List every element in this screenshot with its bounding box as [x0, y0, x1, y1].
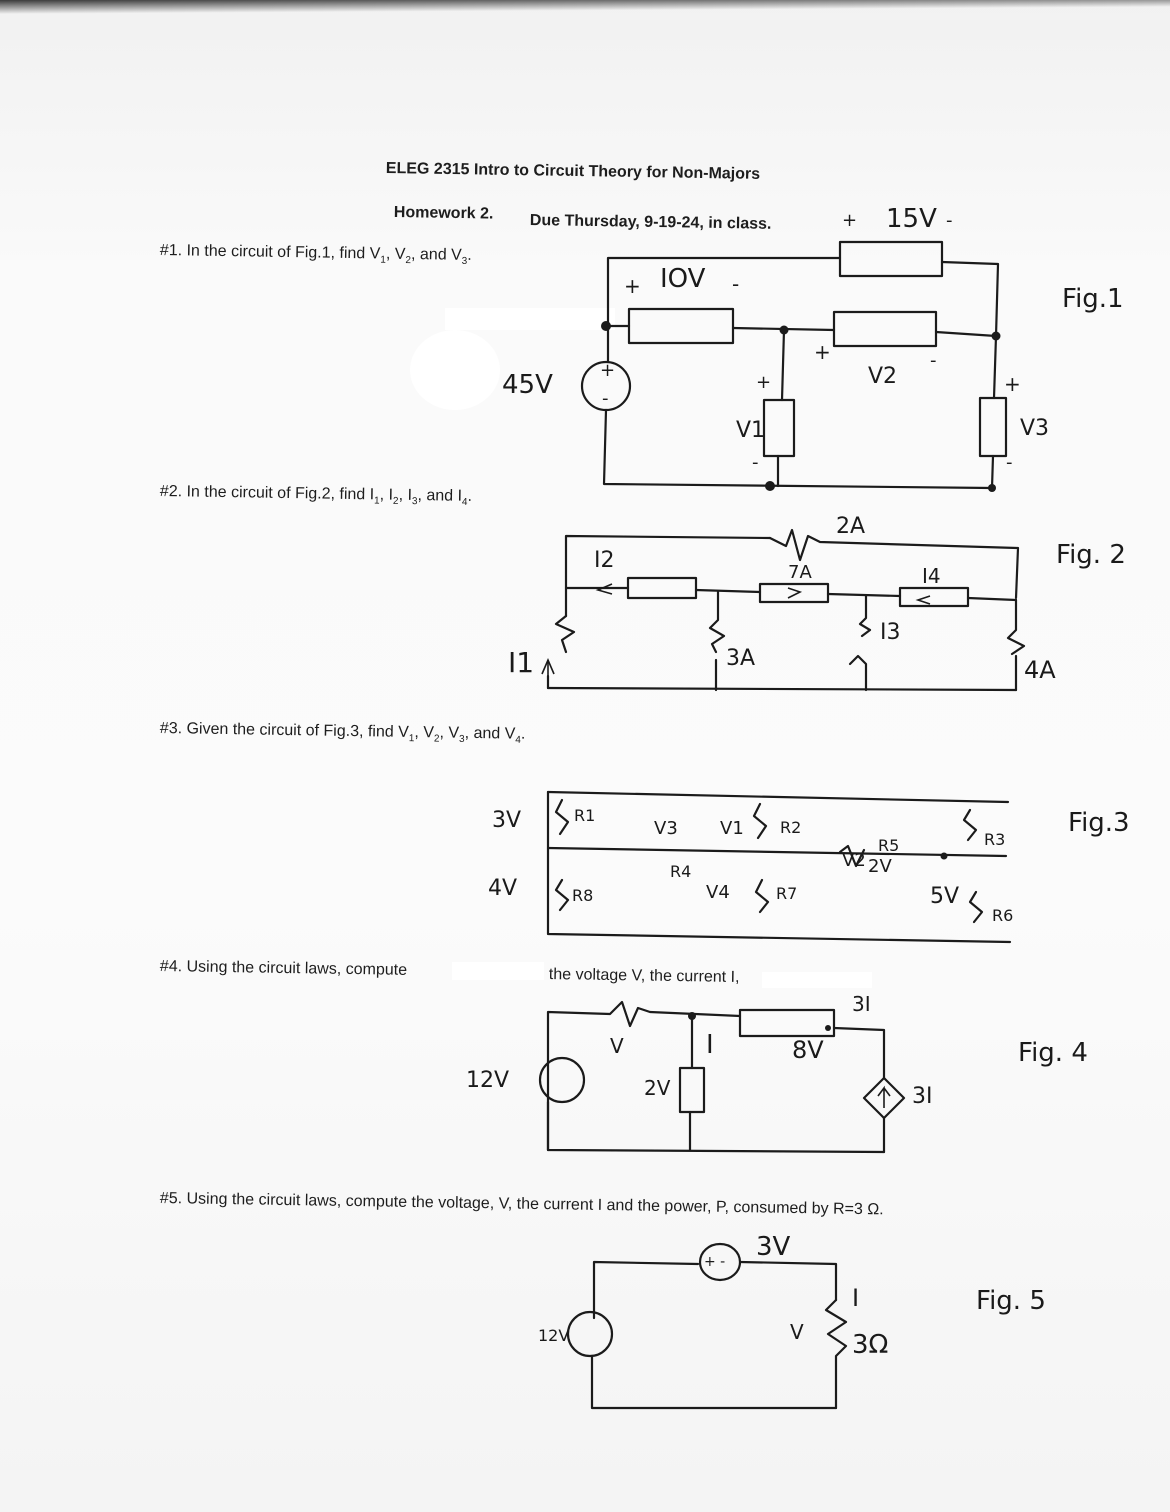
fig2-i2-label: I2	[594, 548, 615, 573]
fig1-node	[780, 326, 789, 335]
fig2-resistor-4a	[1008, 600, 1024, 654]
fig3-v3-label: V3	[654, 818, 678, 839]
problem-3-text: #3. Given the circuit of Fig.3, find $V_1$, $V_2$, $V_3$, and $V_4$.	[159, 720, 526, 746]
fig5-i-label: I	[852, 1284, 860, 1312]
fig5-label: Fig. 5	[976, 1286, 1046, 1316]
fig1-resistor-v1	[764, 400, 794, 456]
fig2-wire	[828, 594, 900, 596]
fig1-wire	[936, 332, 996, 336]
fig2-resistor-left	[556, 616, 574, 652]
fig1-wire-top-right	[942, 262, 998, 336]
fig2-i4-label: I4	[922, 564, 941, 588]
fig3-5v-label: 5V	[930, 884, 960, 909]
fig3-resistor-r3	[964, 810, 976, 840]
fig4-whiteout	[452, 962, 544, 980]
fig3-r3-label: R3	[984, 830, 1006, 849]
fig2-resistor-3a	[710, 592, 724, 652]
fig4-resistor-2v	[680, 1068, 704, 1112]
fig4-whiteout-2	[762, 972, 872, 988]
fig1-resistor-v3	[980, 398, 1006, 456]
fig1-wire	[782, 330, 784, 400]
fig1-10v-value: IOV	[660, 264, 706, 294]
fig3-r5-label: R5	[878, 836, 900, 855]
fig1-v1-plus: +	[756, 372, 772, 393]
fig1-wire	[994, 336, 996, 398]
fig2-7a-label: 7A	[788, 562, 812, 583]
fig4-i-label: I	[706, 1030, 714, 1060]
fig4-dep-label: 3I	[912, 1084, 933, 1109]
fig2-arrow-i4	[918, 596, 930, 604]
fig1-10v-minus: -	[732, 272, 740, 296]
fig1-v2-minus: -	[930, 350, 937, 371]
fig1-node	[765, 481, 775, 491]
fig3-resistor-r2	[754, 804, 766, 838]
fig3-v2-label: V2	[842, 850, 866, 871]
fig1-v1-label: V1	[736, 418, 766, 443]
fig2-source-7a	[760, 584, 828, 602]
fig1-label: Fig.1	[1062, 284, 1124, 314]
fig3-r2-label: R2	[780, 818, 802, 837]
fig3-outline	[548, 792, 1010, 942]
fig1-source-minus: -	[602, 388, 609, 409]
fig1-whiteout-strip	[445, 308, 615, 330]
fig3-node	[941, 853, 948, 860]
fig1-v3-minus: -	[1006, 452, 1013, 473]
fig5-3v-label: 3V	[756, 1232, 791, 1262]
fig4-resistor-8v	[740, 1010, 834, 1036]
fig2-label: Fig. 2	[1056, 540, 1126, 570]
homework-number: Homework 2.	[393, 204, 494, 223]
fig1-v2-label: V2	[868, 364, 898, 389]
fig5-wire-top-right	[740, 1262, 836, 1300]
fig5-source-label: 12V	[538, 1326, 570, 1345]
fig5-voltage-source-12v	[568, 1312, 612, 1356]
fig3-wire-mid	[548, 848, 1006, 856]
fig2-i3-label: I3	[880, 620, 901, 645]
fig3-r6-label: R6	[992, 906, 1014, 925]
fig2-i1-label: I1	[508, 646, 535, 679]
fig3-4v-label: 4V	[488, 876, 518, 901]
fig4-2v-label: 2V	[644, 1076, 671, 1100]
fig2-resistor-i4	[900, 588, 968, 606]
fig1-node	[992, 332, 1001, 341]
fig1-v1-minus: -	[752, 452, 759, 473]
fig2-resistor-i3	[860, 596, 870, 636]
fig2-wire-bottom	[548, 688, 1016, 690]
fig2-wire	[850, 656, 866, 690]
fig2-wire	[968, 598, 1016, 600]
fig4-dep-arrow	[878, 1088, 890, 1108]
course-title: ELEG 2315 Intro to Circuit Theory for Non-Majors	[385, 160, 761, 183]
fig5-3v-polarity: + -	[704, 1254, 726, 1270]
fig1-whiteout	[410, 330, 500, 410]
fig4-8v-label: 8V	[792, 1036, 824, 1064]
fig3-2v-label: 2V	[868, 856, 892, 877]
fig4-circuit	[452, 962, 904, 1152]
fig1-node	[988, 484, 996, 492]
fig1-15v-plus: +	[842, 210, 858, 231]
fig3-circuit	[548, 792, 1010, 942]
fig3-resistor-r8	[556, 880, 568, 910]
fig3-resistor-r1	[556, 800, 568, 834]
fig1-10v-plus: +	[624, 274, 641, 298]
fig5-resistor-label: 3Ω	[852, 1330, 889, 1360]
due-date: Due Thursday, 9-19-24, in class.	[529, 212, 772, 233]
fig4-node	[825, 1025, 831, 1031]
fig3-v4-label: V4	[706, 882, 730, 903]
fig5-wire-top-left	[594, 1262, 698, 1318]
fig4-v-label: V	[610, 1034, 624, 1058]
fig3-resistor-r7	[756, 880, 768, 912]
fig1-source-value: 45V	[502, 370, 553, 400]
fig1-wire	[992, 456, 993, 488]
fig1-resistor-v2	[834, 312, 936, 346]
fig4-wire-top-right	[834, 1028, 884, 1078]
problem-4-text-part1: #4. Using the circuit laws, compute	[159, 958, 408, 979]
problem-2-text: #2. In the circuit of Fig.2, find $I_1$, $I_2$, $I_3$, and $I_4$.	[159, 483, 473, 509]
problem-5-text: #5. Using the circuit laws, compute the voltage, V, the current I and the power, P, consumed by R=3 Ω.	[159, 1190, 884, 1219]
fig4-label: Fig. 4	[1018, 1038, 1088, 1068]
fig1-v2-plus: +	[814, 340, 831, 364]
fig3-r1-label: R1	[574, 806, 596, 825]
fig4-source-label: 12V	[466, 1068, 510, 1093]
fig4-wire-bottom	[548, 1102, 884, 1152]
fig3-3v-label: 3V	[492, 808, 522, 833]
fig1-node	[601, 321, 611, 331]
fig5-v-label: V	[790, 1320, 804, 1344]
fig1-circuit	[410, 242, 1006, 492]
fig1-resistor-15v	[840, 242, 942, 276]
fig3-resistor-r6	[970, 892, 982, 922]
problem-1-text: #1. In the circuit of Fig.1, find $V_1$, $V_2$, and $V_3$.	[159, 242, 472, 268]
fig2-4a-label: 4A	[1024, 656, 1056, 684]
fig4-node	[688, 1012, 696, 1020]
fig1-resistor-10v	[629, 309, 733, 343]
fig4-dep-label-top: 3I	[852, 992, 871, 1016]
fig2-wire	[696, 590, 760, 592]
fig3-r4-label: R4	[670, 862, 692, 881]
fig2-arrow-7a	[788, 588, 800, 598]
fig1-source-plus: +	[600, 360, 616, 381]
fig1-15v-value: 15V	[886, 204, 937, 234]
fig1-wire-bottom	[604, 410, 992, 488]
fig5-resistor-3ohm	[826, 1300, 846, 1408]
fig2-2a-label: 2A	[836, 514, 866, 539]
fig1-15v-minus: -	[946, 210, 953, 231]
fig2-resistor-i2	[628, 578, 696, 598]
fig2-3a-label: 3A	[726, 646, 756, 671]
fig1-v3-label: V3	[1020, 416, 1050, 441]
fig3-r7-label: R7	[776, 884, 798, 903]
fig3-label: Fig.3	[1068, 808, 1130, 838]
fig3-v1-label: V1	[720, 818, 744, 839]
fig3-wire-top	[548, 792, 1008, 802]
fig3-r8-label: R8	[572, 886, 594, 905]
fig1-v3-plus: +	[1004, 372, 1021, 396]
fig5-wire-bottom	[592, 1356, 836, 1408]
problem-4-text-part2: the voltage V, the current I,	[548, 966, 740, 986]
fig1-wire-top-left	[608, 258, 840, 326]
fig4-voltage-source-12v	[540, 1058, 584, 1102]
